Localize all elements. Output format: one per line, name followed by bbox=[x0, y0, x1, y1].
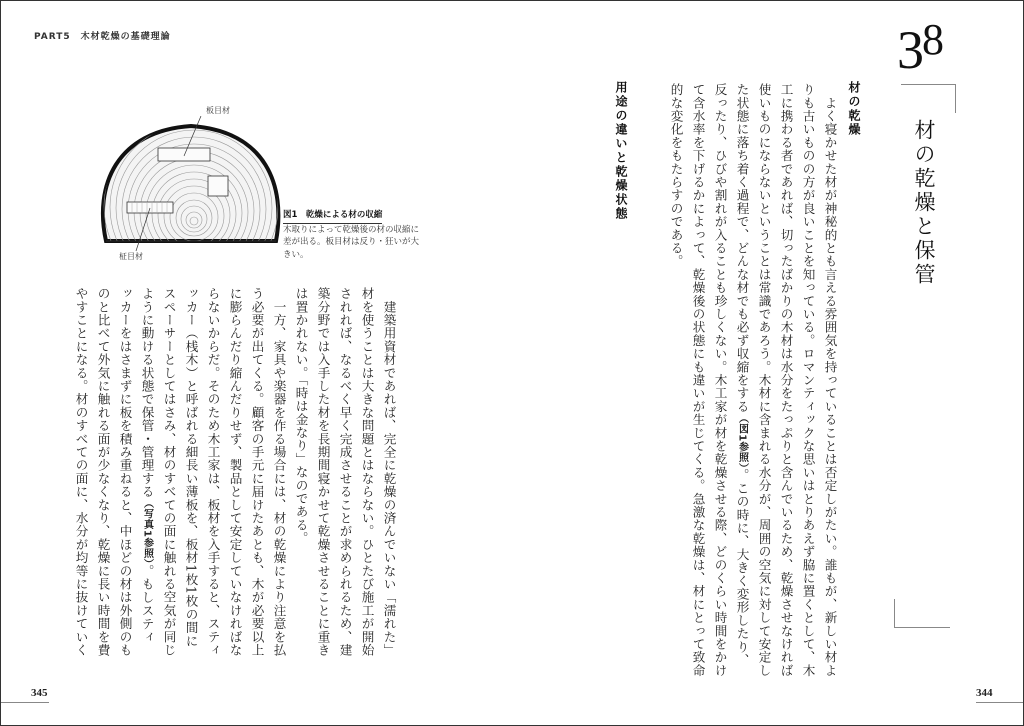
body-column: ように動ける状態で保管・管理する（写真1参照）。もしスティ bbox=[139, 287, 155, 644]
label-quarter-sawn: 柾目材 bbox=[119, 252, 143, 261]
body-column: 使いものにならないということは常識であろう。木材に含まれる水分が、周囲の空気に対して安定し bbox=[756, 83, 772, 677]
chapter-number: 38 bbox=[897, 15, 944, 80]
folio-rule-right bbox=[976, 702, 1023, 703]
title-bracket-bottom bbox=[894, 599, 950, 628]
title-bracket-top bbox=[901, 84, 956, 113]
body-column: て含水率を下げるかによって、乾燥後の状態にも違いが生じてくる。急激な乾燥は、材にとって致命 bbox=[690, 83, 706, 677]
caption-text: 木取りによって乾燥後の材の収縮に差が出る。板目材は反り・狂いが大きい。 bbox=[283, 224, 420, 260]
caption-title: 図1 乾燥による材の収縮 bbox=[283, 209, 382, 224]
page-number-left: 345 bbox=[31, 687, 48, 699]
body-column: は置かれない。「時は金なり」なのである。 bbox=[293, 287, 309, 545]
body-column: ッカーをはさまずに板を積み重ねると、中ほどの材は外側のも bbox=[117, 287, 133, 657]
section-heading-usage: 用途の違いと乾燥状態 bbox=[614, 81, 628, 221]
running-head: PART5 木材乾燥の基礎理論 bbox=[34, 32, 171, 42]
body-column: に膨らんだり縮んだりせず、製品として安定していなければな bbox=[227, 287, 243, 657]
body-column: 築分野では入手した材を長期間寝かせて乾燥させることに重き bbox=[315, 287, 331, 657]
body-column: よく寝かせた材が神秘的とも言える雰囲気を持っていることは否定しがたい。誰もが、新しい材よ bbox=[822, 83, 838, 677]
body-column: 材を使うことは大きな問題とはならない。ひとたび施工が開始 bbox=[359, 287, 375, 657]
label-flat-sawn: 板目材 bbox=[206, 106, 230, 115]
section-heading-drying: 材の乾燥 bbox=[847, 81, 861, 137]
body-column: 一方、家具や楽器を作る場合には、材の乾燥により注意を払 bbox=[271, 287, 287, 657]
body-column: スペーサーとしてはさみ、材のすべての面に触れる空気が同じ bbox=[161, 287, 177, 657]
body-column: のと比べて外気に触れる面が少なくなり、乾燥に長い時間を費 bbox=[95, 287, 111, 657]
figure-caption bbox=[283, 209, 423, 261]
body-column: りも古いものの方が良いことを知っている。ロマンティックな思いはとりあえず脇に置くとして、木 bbox=[800, 83, 816, 677]
body-column: た状態に落ち着く過程で、どんな材でも必ず収縮をする（図1参照）。この時に、大きく変形したり、 bbox=[734, 83, 750, 667]
body-column: 建築用資材であれば、完全に乾燥の済んでいない「濡れた」 bbox=[381, 287, 397, 657]
body-column: らないからだ。そのため木工家は、板材を入手すると、スティ bbox=[205, 287, 221, 657]
page-number-right: 344 bbox=[976, 687, 993, 699]
figure-log-cross-section bbox=[96, 116, 286, 256]
folio-rule-left bbox=[1, 702, 49, 703]
body-column: されれば、なるべく早く完成させることが求められるため、建 bbox=[337, 287, 353, 657]
photo-reference: （写真1参照） bbox=[141, 498, 153, 565]
figure-reference: （図1参照） bbox=[736, 413, 748, 469]
body-column: 工に携わる者であれば、切ったばかりの木材は水分をたっぷりと含んでいるため、乾燥させなければ bbox=[778, 83, 794, 677]
chapter-title: 材の乾燥と保管 bbox=[912, 119, 936, 287]
body-column: 反ったり、ひびや割れが入ることも珍しくない。木工家が材を乾燥させる際、どのくらい時間をかけ bbox=[712, 83, 728, 677]
body-column: う必要が出てくる。顧客の手元に届けたあとも、木が必要以上 bbox=[249, 287, 265, 657]
body-column: 的な変化をもたらすのである。 bbox=[668, 83, 684, 268]
log-shrinkage-diagram bbox=[96, 116, 286, 256]
body-column: ッカー（桟木）と呼ばれる細長い薄板を、板材1枚1枚の間に bbox=[183, 287, 199, 648]
book-spread bbox=[1, 1, 1023, 725]
body-column: やすことになる。材のすべての面に、水分が均等に抜けていく bbox=[73, 287, 89, 657]
